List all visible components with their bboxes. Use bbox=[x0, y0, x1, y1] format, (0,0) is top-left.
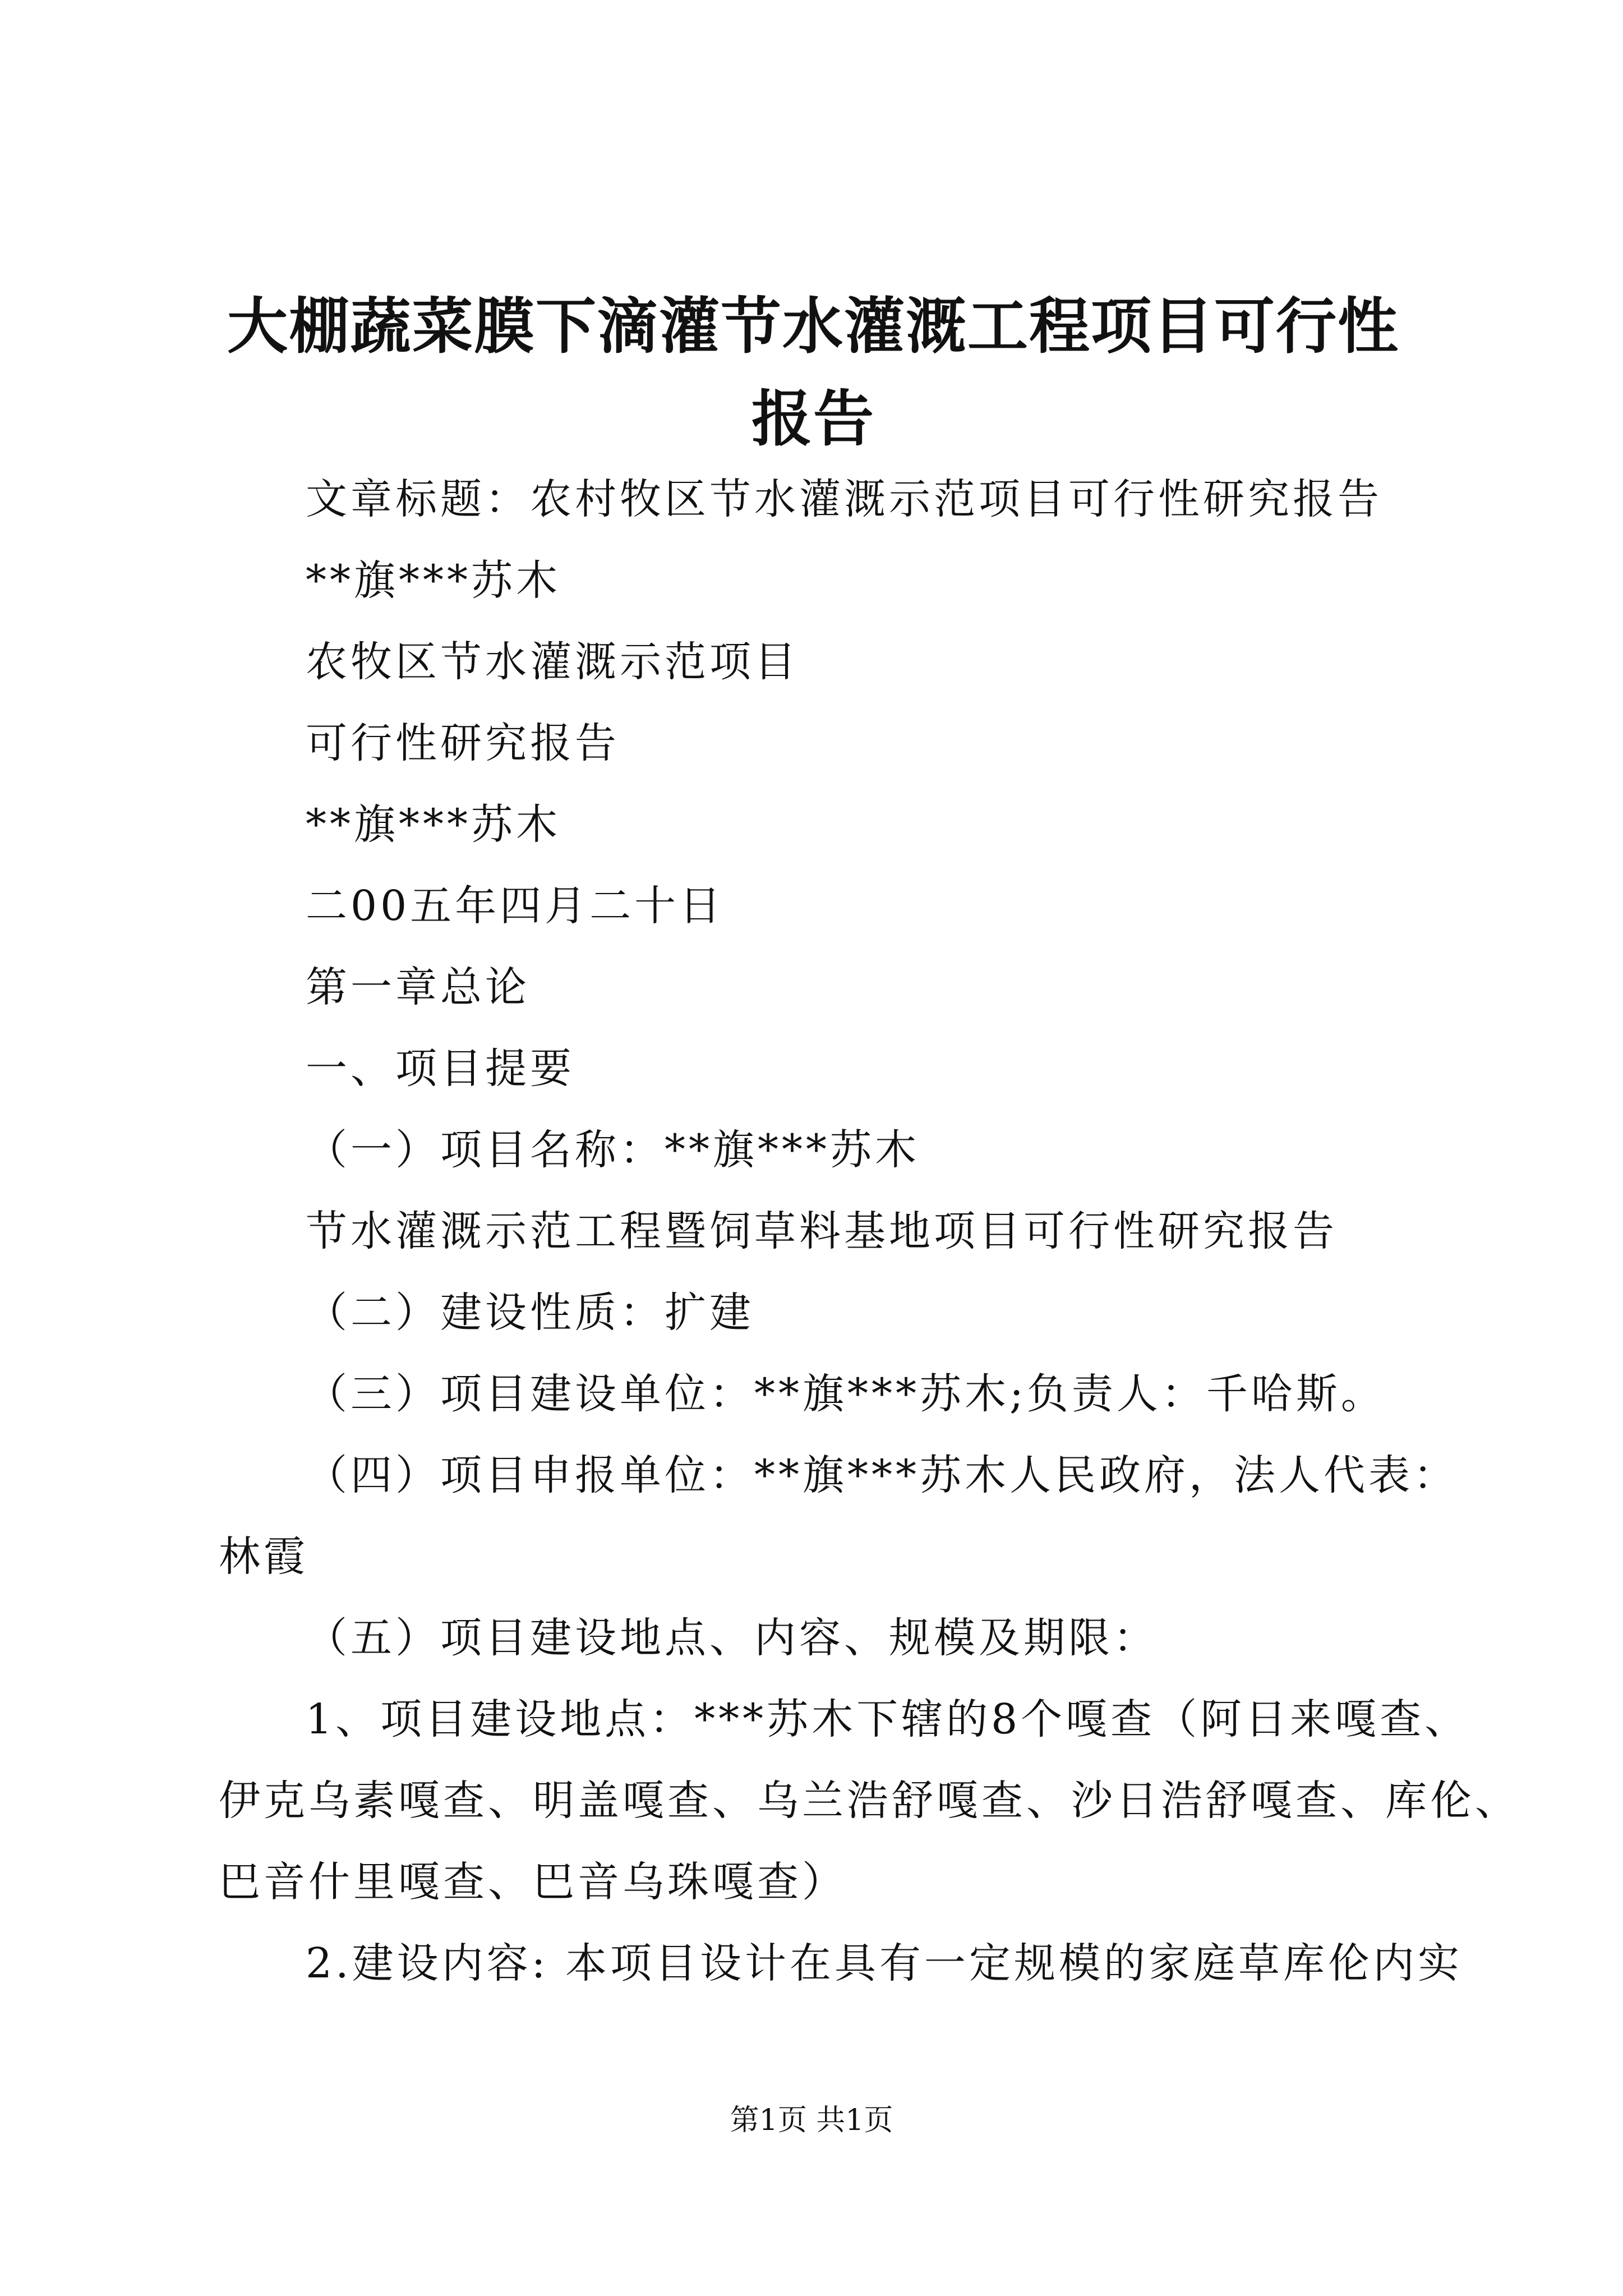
text-line: 可行性研究报告 bbox=[306, 719, 620, 767]
article-title-line: 文章标题：农村牧区节水灌溉示范项目可行性研究报告 bbox=[306, 475, 1382, 523]
text-line: 林霞 bbox=[219, 1533, 308, 1581]
page-footer: 第1页 共1页 bbox=[730, 2104, 893, 2137]
text-line: （二）建设性质：扩建 bbox=[306, 1289, 754, 1337]
section-heading: 一、项目提要 bbox=[306, 1045, 575, 1093]
text-line: 1、项目建设地点：***苏木下辖的8个嘎查（阿日来嘎查、 bbox=[306, 1695, 1470, 1743]
text-line: 2.建设内容: 本项目设计在具有一定规模的家庭草库伦内实 bbox=[306, 1939, 1463, 1987]
text-line: （一）项目名称：**旗***苏木 bbox=[306, 1126, 920, 1174]
text-line: （五）项目建设地点、内容、规模及期限： bbox=[306, 1614, 1158, 1662]
text-line: （三）项目建设单位：**旗***苏木;负责人：千哈斯。 bbox=[306, 1370, 1386, 1418]
document-title: 大棚蔬菜膜下滴灌节水灌溉工程项目可行性报告 bbox=[227, 291, 1399, 454]
text-line: （四）项目申报单位：**旗***苏木人民政府，法人代表： bbox=[306, 1451, 1458, 1499]
text-line: 伊克乌素嘎查、明盖嘎查、乌兰浩舒嘎查、沙日浩舒嘎查、库伦、 bbox=[219, 1777, 1520, 1825]
text-line: 节水灌溉示范工程暨饲草料基地项目可行性研究报告 bbox=[306, 1207, 1338, 1255]
text-line: 农牧区节水灌溉示范项目 bbox=[306, 638, 799, 686]
text-line: **旗***苏木 bbox=[306, 556, 561, 605]
text-line: 巴音什里嘎查、巴音乌珠嘎查） bbox=[219, 1858, 847, 1906]
date-line: 二00五年四月二十日 bbox=[306, 882, 725, 930]
text-line: **旗***苏木 bbox=[306, 800, 561, 849]
chapter-heading: 第一章总论 bbox=[306, 963, 530, 1011]
